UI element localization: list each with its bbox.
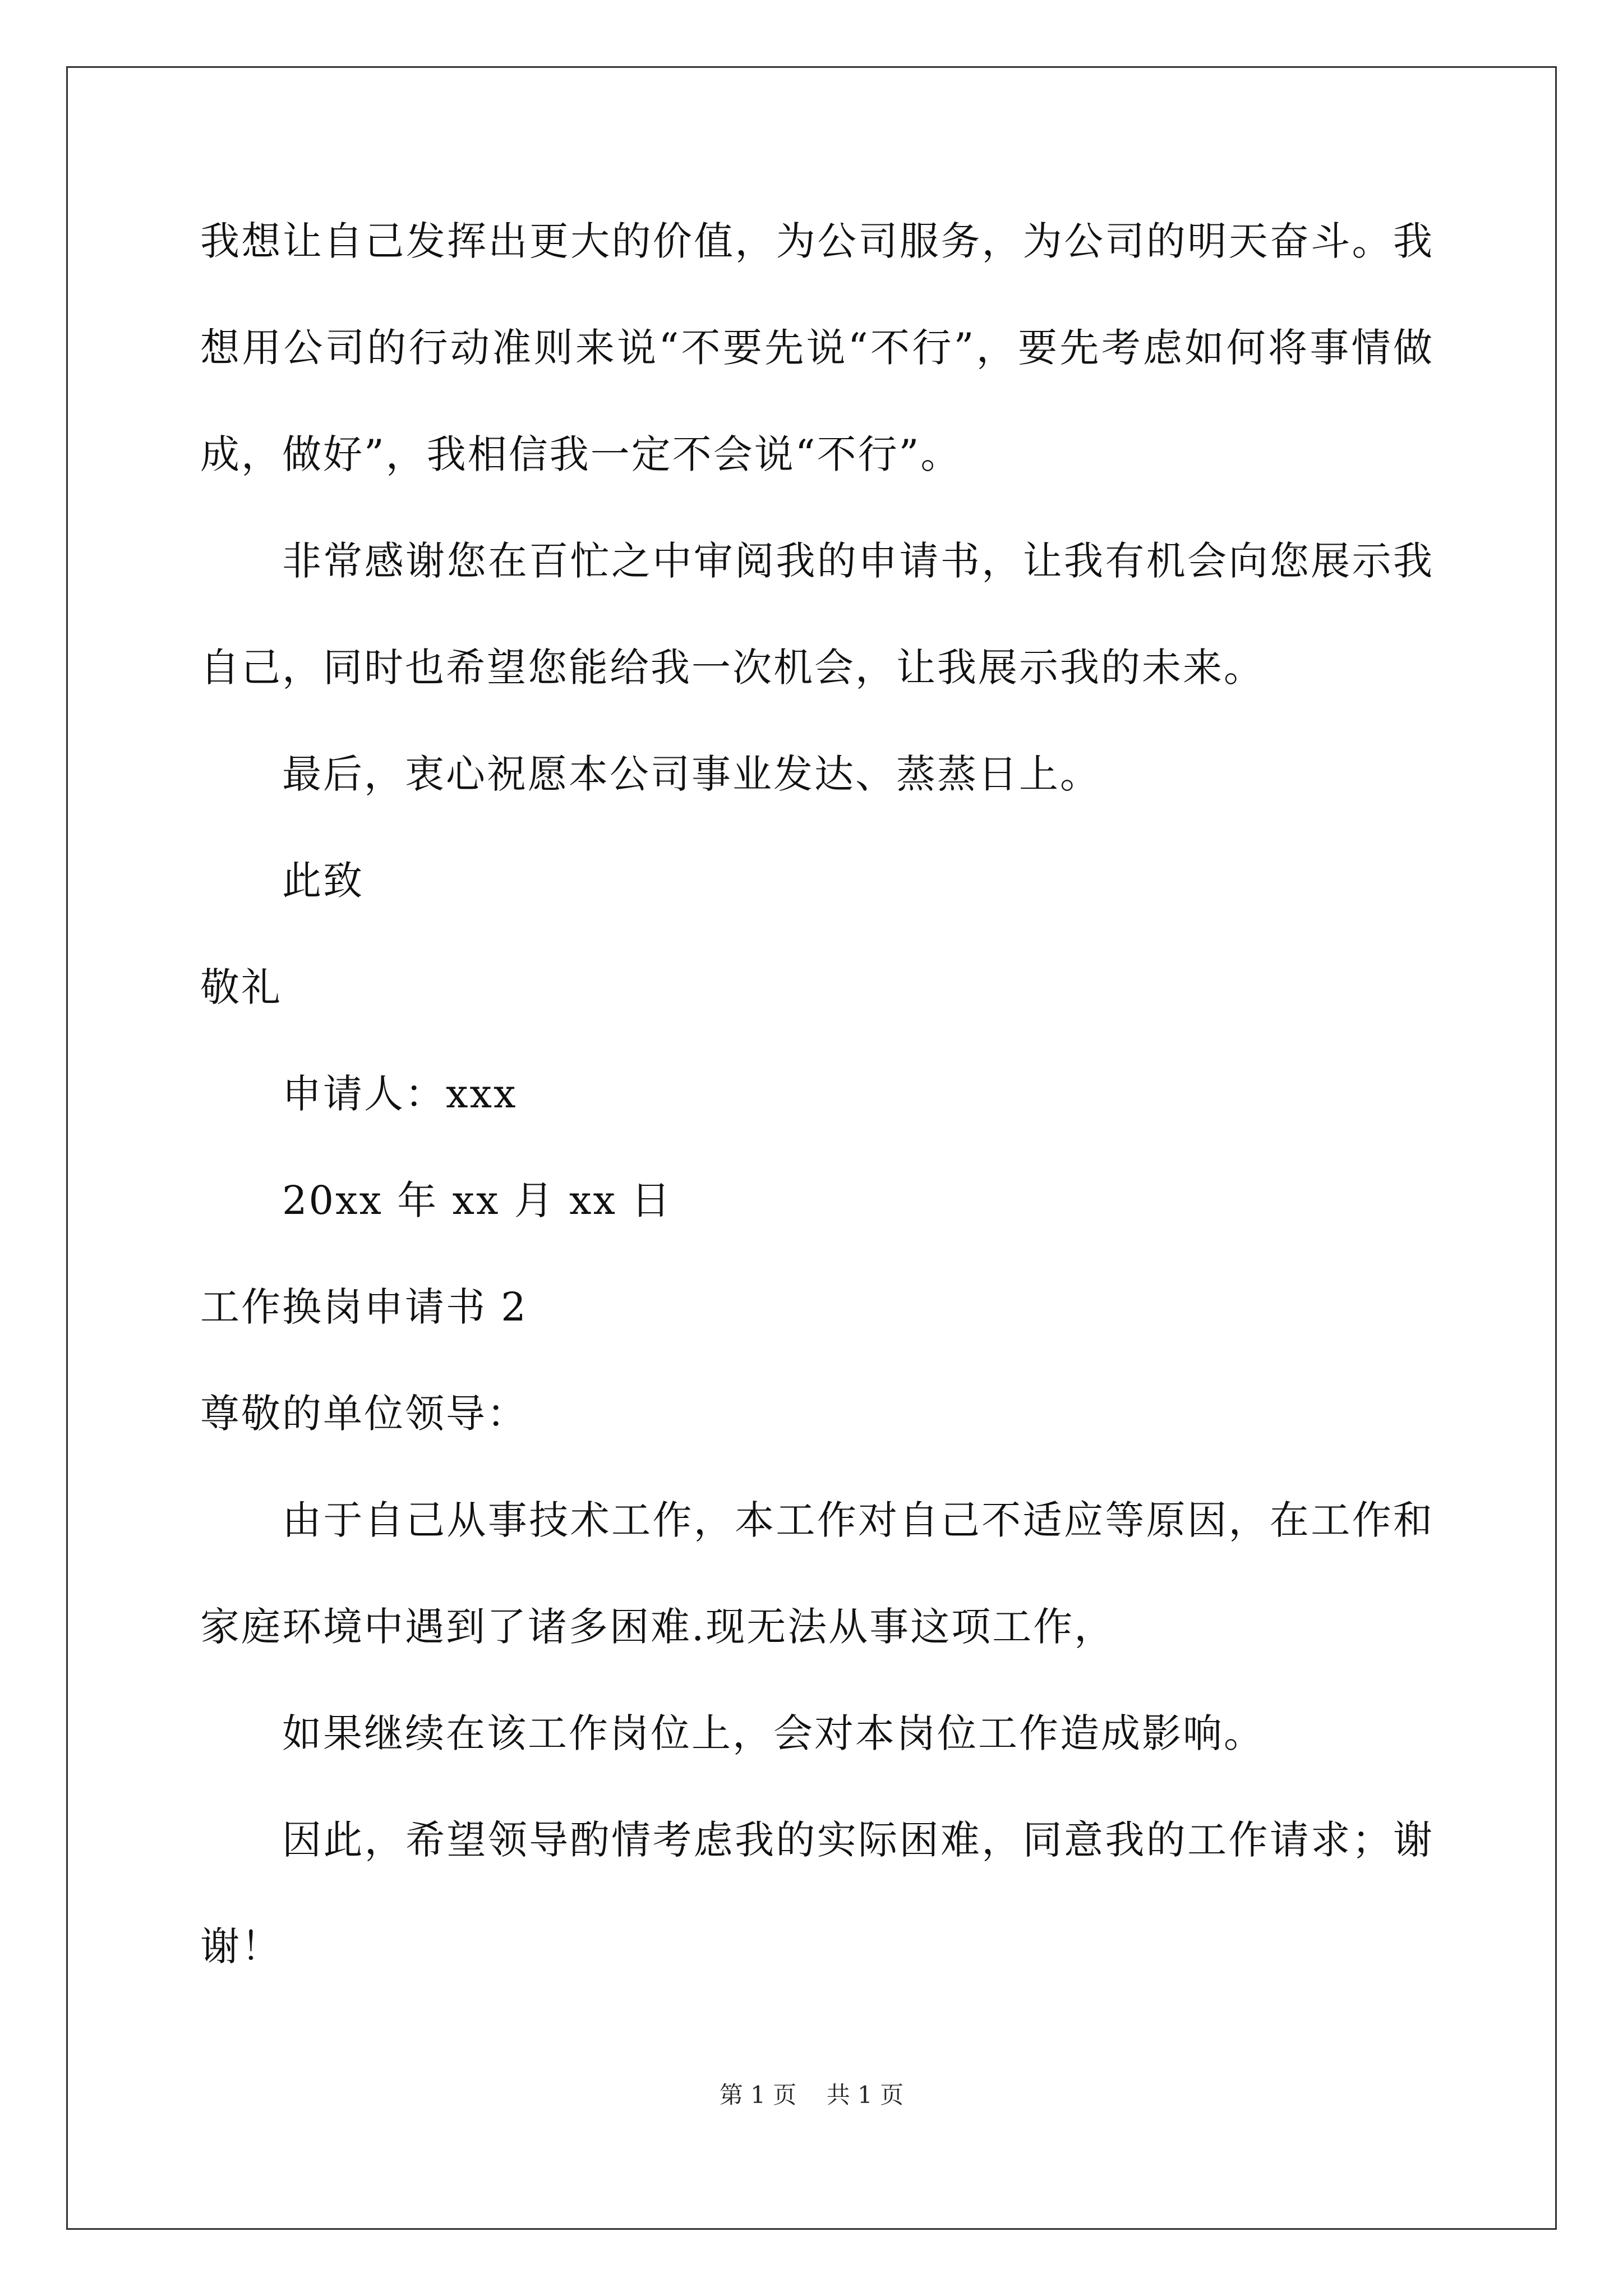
- applicant-line: 申请人：xxx: [282, 1071, 518, 1117]
- paragraph-line: 家庭环境中遇到了诸多困难.现无法从事这项工作，: [200, 1604, 1115, 1650]
- paragraph-line: 谢！: [200, 1924, 282, 1970]
- paragraph-line: 最后，衷心祝愿本公司事业发达、蒸蒸日上。: [282, 751, 1101, 797]
- page-number-footer: 第 1 页 共 1 页: [719, 2081, 904, 2109]
- greeting-line: 尊敬的单位领导：: [200, 1391, 528, 1437]
- date-line: 20xx 年 xx 月 xx 日: [282, 1177, 672, 1223]
- paragraph-line: 自己，同时也希望您能给我一次机会，让我展示我的未来。: [200, 645, 1265, 691]
- paragraph-line: 非常感谢您在百忙之中审阅我的申请书，让我有机会向您展示我: [282, 538, 1434, 584]
- closing-salutation: 此致: [282, 858, 364, 904]
- paragraph-line: 想用公司的行动准则来说“不要先说“不行”，要先考虑如何将事情做: [200, 325, 1434, 371]
- paragraph-line: 成，做好”，我相信我一定不会说“不行”。: [200, 431, 962, 477]
- closing-regards: 敬礼: [200, 964, 282, 1010]
- paragraph-line: 因此，希望领导酌情考虑我的实际困难，同意我的工作请求；谢: [282, 1817, 1434, 1863]
- section-title: 工作换岗申请书 2: [200, 1284, 528, 1330]
- page-border: [66, 66, 1557, 2230]
- paragraph-line: 如果继续在该工作岗位上，会对本岗位工作造成影响。: [282, 1710, 1265, 1756]
- paragraph-line: 由于自己从事技术工作，本工作对自己不适应等原因，在工作和: [282, 1497, 1434, 1543]
- paragraph-line: 我想让自己发挥出更大的价值，为公司服务，为公司的明天奋斗。我: [200, 218, 1434, 264]
